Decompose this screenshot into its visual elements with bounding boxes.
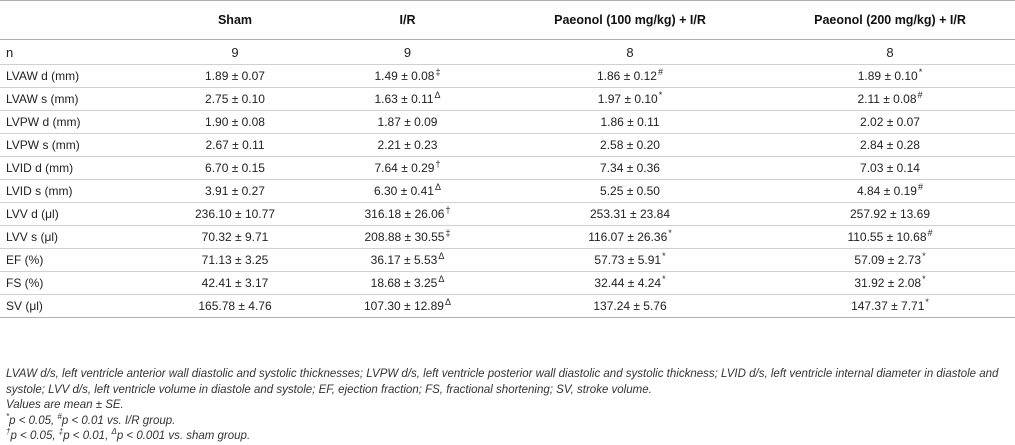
cell-value: 57.73 ± 5.91	[594, 253, 662, 267]
table-cell	[320, 203, 495, 226]
cell-value: 1.49 ± 0.08	[374, 69, 435, 83]
row-label: LVPW d (mm)	[0, 111, 150, 134]
table-row	[0, 272, 1015, 295]
row-label: EF (%)	[0, 249, 150, 272]
table-cell	[765, 40, 1015, 65]
table-cell	[150, 134, 320, 157]
table-cell	[765, 111, 1015, 134]
cell-value: 110.55 ± 10.68	[847, 230, 927, 244]
table-row	[0, 203, 1015, 226]
cell-value: 7.03 ± 0.14	[860, 161, 920, 175]
table-cell	[320, 180, 495, 203]
cell-value: 1.97 ± 0.10	[597, 92, 658, 106]
cell-value: 71.13 ± 3.25	[201, 253, 269, 267]
cell-value: 1.87 ± 0.09	[377, 115, 438, 129]
significance-mark: †	[445, 205, 451, 215]
footnote-mark: ‡	[58, 427, 64, 437]
cell-value: 1.86 ± 0.11	[600, 115, 660, 129]
row-label: LVV s (μl)	[0, 226, 150, 249]
significance-mark: *	[662, 274, 666, 284]
cell-value: 57.09 ± 2.73	[854, 253, 922, 267]
significance-mark: Δ	[438, 274, 445, 284]
footnote-text: p < 0.01,	[63, 430, 112, 442]
significance-mark: #	[927, 228, 933, 238]
cell-value: 9	[231, 44, 239, 60]
table-cell	[495, 203, 765, 226]
table-cell	[765, 249, 1015, 272]
table-cell	[150, 111, 320, 134]
table-cell	[320, 88, 495, 111]
table-row	[0, 226, 1015, 249]
table-cell	[150, 40, 320, 65]
cell-value: 42.41 ± 3.17	[201, 276, 269, 290]
significance-mark: *	[922, 251, 926, 261]
row-label: SV (μl)	[0, 295, 150, 318]
table-cell	[150, 272, 320, 295]
table-cell	[495, 249, 765, 272]
significance-mark: *	[922, 274, 926, 284]
significance-mark: *	[925, 297, 929, 307]
row-label: LVAW s (mm)	[0, 88, 150, 111]
footnote-mark: *	[6, 411, 10, 421]
significance-mark: *	[658, 90, 663, 100]
significance-mark: *	[918, 67, 923, 77]
table-cell	[495, 272, 765, 295]
cell-value: 208.88 ± 30.55	[364, 230, 445, 244]
significance-mark: *	[668, 228, 672, 238]
header-paeonol-100: Paeonol (100 mg/kg) + I/R	[495, 1, 765, 40]
header-ir: I/R	[320, 1, 495, 40]
cell-value: 18.68 ± 3.25	[370, 276, 438, 290]
table-cell	[765, 226, 1015, 249]
footnote-text: p < 0.05,	[9, 414, 58, 427]
cell-value: 1.63 ± 0.11	[374, 92, 434, 106]
significance-mark: *	[662, 251, 666, 261]
cell-value: 3.91 ± 0.27	[205, 184, 265, 198]
table-cell	[150, 249, 320, 272]
row-label: LVID s (mm)	[0, 180, 150, 203]
table-cell	[495, 65, 765, 88]
footnote-text: p < 0.001 vs. sham group.	[116, 430, 251, 442]
table-cell	[495, 180, 765, 203]
table-cell	[765, 157, 1015, 180]
cell-value: 8	[886, 44, 894, 60]
table-row	[0, 249, 1015, 272]
table-cell	[765, 272, 1015, 295]
table-cell	[765, 180, 1015, 203]
table-row	[0, 134, 1015, 157]
cell-value: 8	[626, 44, 634, 60]
header-paeonol-200: Paeonol (200 mg/kg) + I/R	[765, 1, 1015, 40]
table-cell	[150, 226, 320, 249]
table-cell	[150, 88, 320, 111]
significance-mark: #	[657, 67, 663, 77]
row-label: n	[0, 40, 150, 65]
table-row	[0, 40, 1015, 65]
significance-mark: Δ	[434, 90, 441, 100]
significance-mark: Δ	[438, 251, 445, 261]
significance-mark: ‡	[435, 67, 441, 77]
cell-value: 253.31 ± 23.84	[590, 207, 670, 221]
significance-mark: †	[435, 159, 441, 169]
cell-value: 6.70 ± 0.15	[205, 161, 265, 175]
table-cell	[320, 134, 495, 157]
cell-value: 236.10 ± 10.77	[195, 207, 275, 221]
significance-mark: Δ	[434, 182, 441, 192]
cell-value: 1.89 ± 0.10	[857, 69, 918, 83]
table-cell	[765, 134, 1015, 157]
cell-value: 2.02 ± 0.07	[860, 115, 920, 129]
table-cell	[495, 111, 765, 134]
abbreviations-note: LVAW d/s, left ventricle anterior wall diastolic and systolic thicknesses; LVPW d/s, left ventricle posterior wall diastolic and systolic thickness; LVID d/s, left ventricle internal diameter in diastole and systole; LVV d/s, left ventricle volume in diastole and systole; EF, ejection fraction; FS, fractional shortening; SV, stroke volume.	[6, 368, 999, 396]
footnote-mark: Δ	[111, 427, 117, 437]
table-row	[0, 111, 1015, 134]
row-label: LVPW s (mm)	[0, 134, 150, 157]
table-row	[0, 88, 1015, 111]
cell-value: 2.84 ± 0.28	[860, 138, 920, 152]
table-cell	[495, 88, 765, 111]
table-cell	[150, 203, 320, 226]
cell-value: 32.44 ± 4.24	[594, 276, 662, 290]
footnote-text: p < 0.01 vs. I/R group.	[61, 414, 176, 427]
footnote-text: p < 0.05,	[10, 430, 59, 442]
cell-value: 2.11 ± 0.08	[857, 92, 917, 106]
table-cell	[320, 65, 495, 88]
table-footnotes	[6, 367, 1006, 445]
table-cell	[320, 226, 495, 249]
table-row	[0, 65, 1015, 88]
table-body	[0, 40, 1015, 318]
cell-value: 147.37 ± 7.71	[851, 299, 925, 313]
table-row	[0, 157, 1015, 180]
table-cell	[495, 226, 765, 249]
cell-value: 1.86 ± 0.12	[597, 69, 657, 83]
header-empty	[0, 1, 150, 40]
table-cell	[320, 157, 495, 180]
table-cell	[150, 180, 320, 203]
table-cell	[150, 65, 320, 88]
table-cell	[495, 134, 765, 157]
footnote-mark: †	[6, 427, 11, 437]
cell-value: 257.92 ± 13.69	[850, 207, 930, 221]
table-cell	[765, 203, 1015, 226]
cell-value: 1.90 ± 0.08	[205, 115, 265, 129]
significance-mark: #	[917, 90, 923, 100]
table-cell	[495, 40, 765, 65]
cell-value: 2.21 ± 0.23	[377, 138, 438, 152]
cell-value: 7.64 ± 0.29	[374, 161, 435, 175]
cell-value: 4.84 ± 0.19	[857, 184, 917, 198]
cell-value: 9	[403, 44, 412, 60]
table-cell	[765, 295, 1015, 318]
significance-mark: #	[917, 182, 923, 192]
significance-ir-note	[6, 411, 1006, 430]
row-label: FS (%)	[0, 272, 150, 295]
table-cell	[150, 157, 320, 180]
significance-mark: Δ	[444, 297, 451, 307]
header-sham: Sham	[150, 1, 320, 40]
cell-value: 6.30 ± 0.41	[374, 184, 434, 198]
table-cell	[150, 295, 320, 318]
table-row	[0, 295, 1015, 318]
row-label: LVV d (μl)	[0, 203, 150, 226]
table-cell	[495, 157, 765, 180]
table-cell	[320, 249, 495, 272]
cell-value: 1.89 ± 0.07	[205, 69, 265, 83]
cell-value: 2.75 ± 0.10	[205, 92, 265, 106]
table-cell	[765, 65, 1015, 88]
significance-mark: ‡	[445, 228, 451, 238]
values-note: Values are mean ± SE.	[6, 399, 124, 411]
row-label: LVAW d (mm)	[0, 65, 150, 88]
footnote-mark: #	[57, 411, 62, 421]
cell-value: 116.07 ± 26.36	[588, 230, 668, 244]
cell-value: 165.78 ± 4.76	[198, 299, 272, 313]
cell-value: 316.18 ± 26.06	[364, 207, 445, 221]
cell-value: 7.34 ± 0.36	[600, 161, 660, 175]
table-cell	[320, 295, 495, 318]
table-cell	[765, 88, 1015, 111]
cell-value: 70.32 ± 9.71	[201, 230, 269, 244]
significance-sham-note	[6, 429, 1006, 445]
row-label: LVID d (mm)	[0, 157, 150, 180]
table-cell	[320, 111, 495, 134]
table-cell	[320, 272, 495, 295]
cell-value: 2.67 ± 0.11	[205, 138, 265, 152]
cell-value: 36.17 ± 5.53	[370, 253, 438, 267]
cell-value: 137.24 ± 5.76	[593, 299, 667, 313]
cell-value: 2.58 ± 0.20	[600, 138, 660, 152]
cell-value: 31.92 ± 2.08	[854, 276, 922, 290]
table-cell	[320, 40, 495, 65]
cell-value: 107.30 ± 12.89	[363, 299, 444, 313]
table-header-row	[0, 1, 1015, 40]
table-cell	[495, 295, 765, 318]
cell-value: 5.25 ± 0.50	[600, 184, 660, 198]
table-row	[0, 180, 1015, 203]
